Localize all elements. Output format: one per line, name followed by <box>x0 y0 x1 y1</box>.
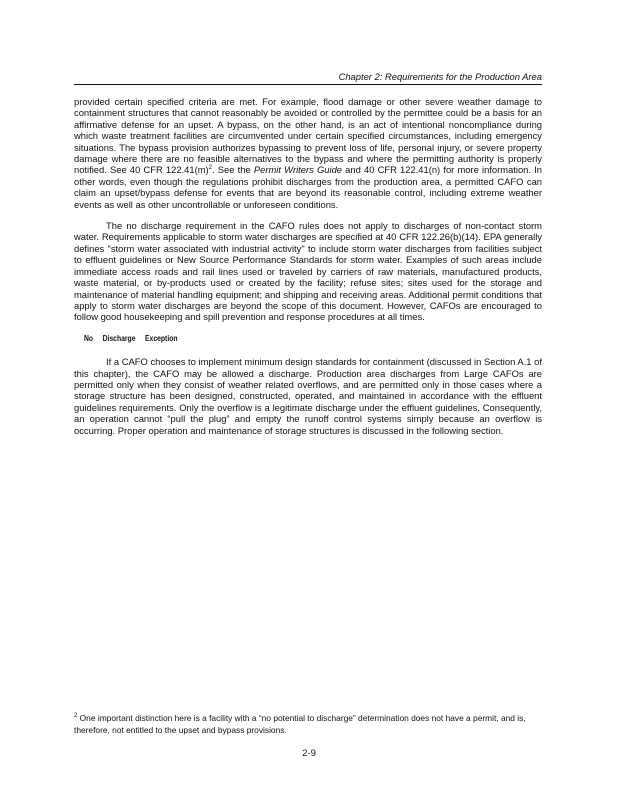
footnote-text: One important distinction here is a facility with a “no potential to discharge” determination does not have a permit, and is, therefore, not entitled to the upset and bypass provisions. <box>74 713 526 735</box>
footnote-reference: 2 <box>208 165 212 172</box>
paragraph1-part1: provided certain specified criteria are met. For example, flood damage or other severe weather damage to containment structures that cannot reasonably be avoided or controlled by the permittee could be a basis for an affirmative defense for an upset. A bypass, on the other hand, is an act of intentional noncompliance during which waste treatment facilities are circumvented under certain specified circumstances, including emergency situations. The bypass provision authorizes bypassing to prevent loss of life, personal injury, or severe property damage where there are no feasible alternatives to the bypass and where the permitting authority is properly notified. See 40 CFR 122.41(m) <box>74 96 542 176</box>
chapter-header: Chapter 2: Requirements for the Production Area <box>338 71 542 82</box>
paragraph1-part2: . See the <box>212 164 254 176</box>
footnote <box>74 713 542 736</box>
paragraph1-part3: and 40 CFR 122.41(n) for more information. In other words, even though the regulations prohibit discharges from the production area, a permitted CAFO can claim an upset/bypass defense for events that are beyond its reasonable control, including extreme weather events as well as other uncontrollable or unforeseen conditions. <box>74 164 542 210</box>
section-heading: No Discharge Exception <box>84 333 178 343</box>
paragraph-upset-bypass <box>74 96 542 210</box>
header-rule <box>74 84 542 85</box>
main-text <box>74 96 542 446</box>
permit-writers-guide-reference: Permit Writers Guide <box>253 164 342 176</box>
paragraph-no-discharge-exception: If a CAFO chooses to implement minimum design standards for containment (discussed in Section A.1 of this chapter), the CAFO may be allowed a discharge. Production area discharges from Large CAFOs are permitted only when they consist of weather related overflows, and are permitted only in those cases where a storage structure has been designed, constructed, operated, and maintained in accordance with the effluent guidelines requirements. Only the overflow is a legitimate discharge under the effluent guidelines. Consequently, an operation cannot “pull the plug” and empty the runoff control systems simply because an overflow is occurring. Proper operation and maintenance of storage structures is discussed in the following section. <box>74 356 542 436</box>
paragraph-storm-water: The no discharge requirement in the CAFO rules does not apply to discharges of non-contact storm water. Requirements applicable to storm water discharges are specified at 40 CFR 122.26(b)(14). EPA generally defines "storm water associated with industrial activity" to include storm water discharges from facilities subject to effluent guidelines or New Source Performance Standards for storm water. Examples of such areas include immediate access roads and rail lines used or traveled by carriers of raw materials, manufactured products, waste material, or by-products used or created by the facility; refuse sites; sites used for the storage and maintenance of material handling equipment; and shipping and receiving areas. Additional permit conditions that apply to storm water discharges are beyond the scope of this document. However, CAFOs are encouraged to follow good housekeeping and spill prevention and response procedures at all times. <box>74 220 542 323</box>
footnote-marker: 2 <box>74 713 78 720</box>
page-number: 2-9 <box>302 748 316 759</box>
